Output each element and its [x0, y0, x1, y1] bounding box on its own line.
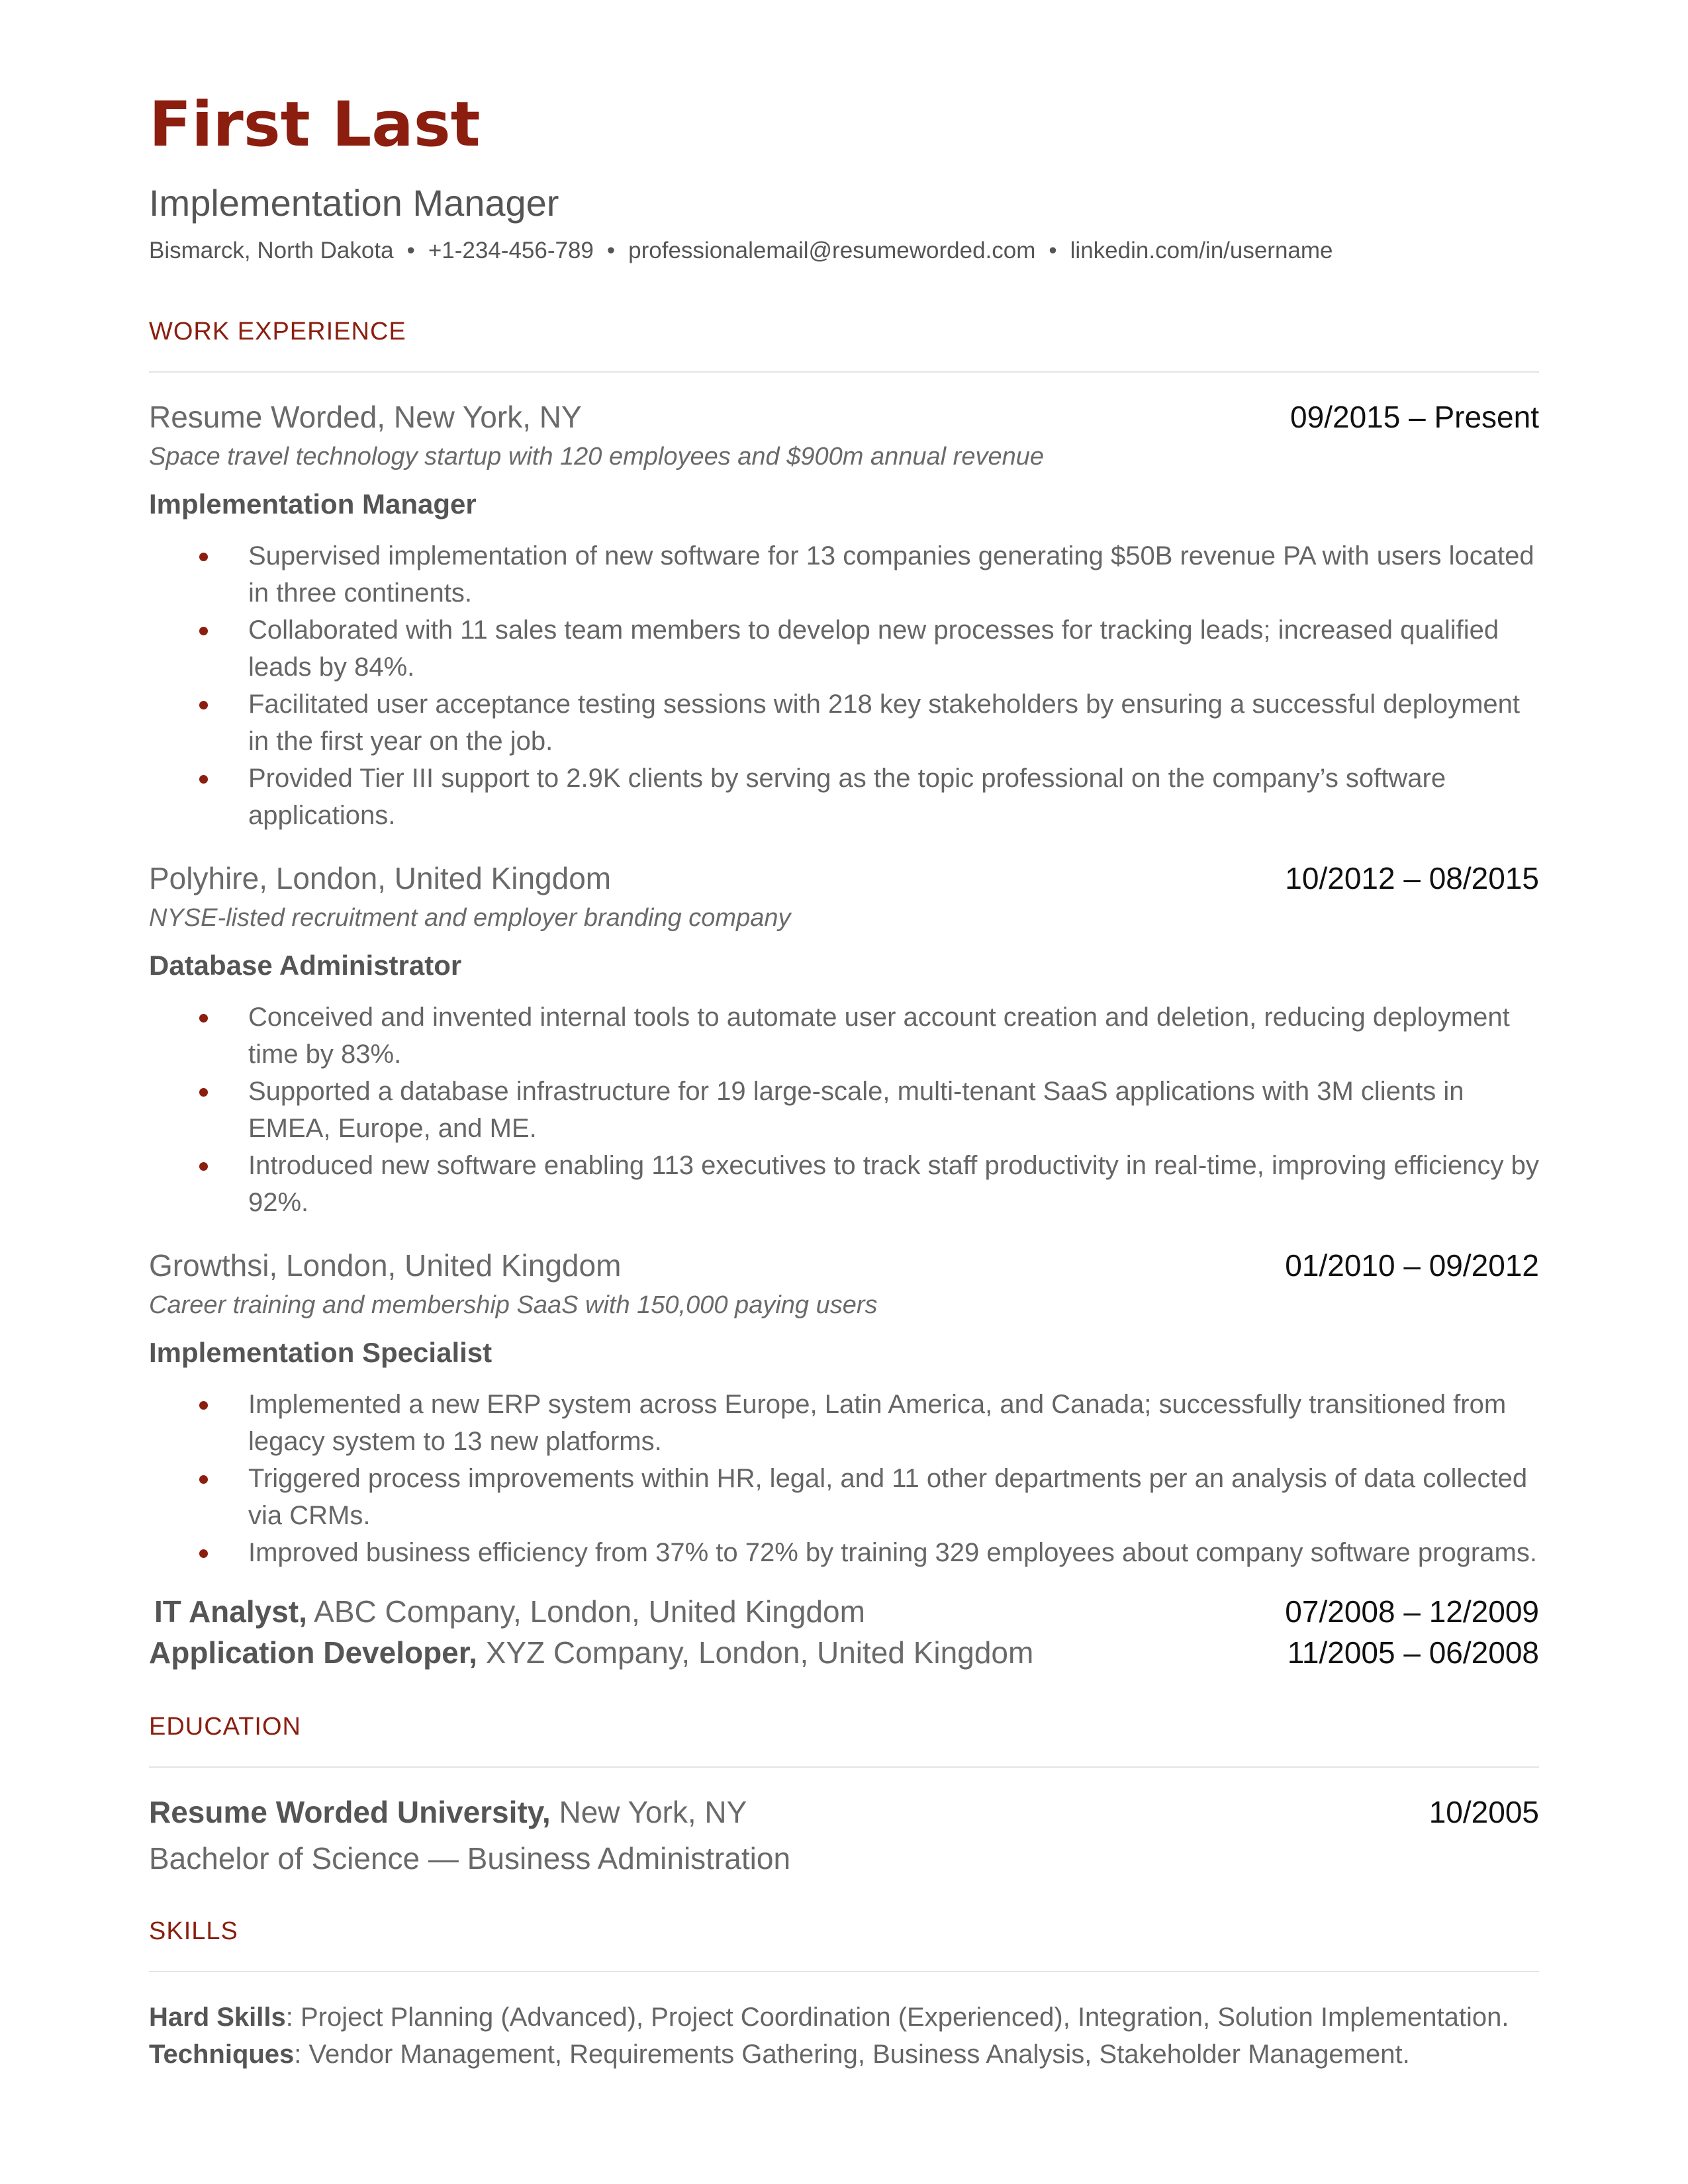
bullet-text: Introduced new software enabling 113 executives to track staff productivity in real-time, improving efficiency by 92%. [248, 1150, 1539, 1217]
bullet-item [248, 1534, 1539, 1571]
bullet-text: Triggered process improvements within HR, legal, and 11 other departments per an analysis of data collected via CRMs. [248, 1463, 1528, 1530]
job-entry [149, 1248, 1539, 1571]
skill-value: : Project Planning (Advanced), Project Coordination (Experienced), Integration, Solution Implementation. [285, 2002, 1509, 2032]
education-location: New York, NY [559, 1794, 747, 1829]
bullet-item [248, 1147, 1539, 1221]
contact-line [149, 237, 1539, 265]
earlier-role-text [149, 1632, 1033, 1673]
section-heading-work: WORK EXPERIENCE [149, 318, 1539, 373]
earlier-role-dates: 11/2005 – 06/2008 [1287, 1635, 1539, 1670]
job-dates: 01/2010 – 09/2012 [1285, 1248, 1539, 1283]
bullet-text: Collaborated with 11 sales team members to develop new processes for tracking leads; increased qualified leads by 84%. [248, 615, 1499, 682]
bullet-dot-icon [199, 1475, 208, 1484]
bullet-item [248, 1073, 1539, 1147]
job-tagline: NYSE-listed recruitment and employer branding company [149, 903, 791, 932]
bullet-dot-icon [199, 701, 208, 709]
skill-label: Techniques [149, 2039, 295, 2069]
job-dates: 10/2012 – 08/2015 [1285, 860, 1539, 895]
skill-line [149, 2036, 1539, 2073]
bullet-text: Facilitated user acceptance testing sessions with 218 key stakeholders by ensuring a successful deployment in the first year on the job. [248, 689, 1521, 756]
skills-list [149, 1999, 1539, 2073]
bullet-item [248, 612, 1539, 686]
bullet-text: Supported a database infrastructure for 19 large-scale, multi-tenant SaaS applications with 3M clients in EMEA, Europe, and ME. [248, 1076, 1464, 1143]
bullet-text: Provided Tier III support to 2.9K clients by serving as the topic professional on the company’s software applications. [248, 763, 1446, 830]
contact-email[interactable]: professionalemail@resumeworded.com [628, 237, 1036, 263]
earlier-role-company: ABC Company, London, United Kingdom [314, 1594, 865, 1629]
bullet-dot-icon [199, 775, 208, 784]
contact-location: Bismarck, North Dakota [149, 237, 394, 263]
education-date: 10/2005 [1429, 1794, 1539, 1829]
bullet-text: Implemented a new ERP system across Europe, Latin America, and Canada; successfully transitioned from legacy system to 13 new platforms. [248, 1389, 1507, 1456]
candidate-title: Implementation Manager [149, 182, 559, 224]
contact-phone: +1-234-456-789 [428, 237, 594, 263]
job-bullets [149, 1386, 1539, 1571]
bullet-dot-icon [199, 1088, 208, 1097]
earlier-role-title: IT Analyst, [154, 1594, 307, 1629]
skill-line [149, 1999, 1539, 2036]
bullet-item [248, 999, 1539, 1073]
bullet-text: Supervised implementation of new software for 13 companies generating $50B revenue PA with users located in three continents. [248, 541, 1534, 608]
bullet-item [248, 1460, 1539, 1534]
job-role: Implementation Manager [149, 488, 477, 520]
education-school: Resume Worded University, [149, 1794, 551, 1829]
bullet-text: Improved business efficiency from 37% to 72% by training 329 employees about company software programs. [248, 1537, 1537, 1567]
education-row [149, 1794, 1539, 1830]
bullet-item [248, 686, 1539, 760]
job-entry [149, 860, 1539, 1221]
job-company: Growthsi, London, United Kingdom [149, 1248, 622, 1283]
earlier-role-dates: 07/2008 – 12/2009 [1285, 1594, 1539, 1629]
job-dates: 09/2015 – Present [1290, 399, 1539, 434]
earlier-role-row [149, 1632, 1539, 1673]
resume-content [149, 86, 1539, 2073]
job-role: Database Administrator [149, 949, 462, 981]
job-tagline: Career training and membership SaaS with 150,000 paying users [149, 1291, 878, 1319]
section-heading-skills: SKILLS [149, 1917, 1539, 1972]
education-degree: Bachelor of Science — Business Administration [149, 1841, 791, 1876]
earlier-role-text [149, 1591, 865, 1632]
job-bullets [149, 537, 1539, 834]
bullet-item [248, 537, 1539, 612]
job-header [149, 860, 1539, 896]
skill-label: Hard Skills [149, 2002, 286, 2032]
bullet-dot-icon [199, 627, 208, 635]
bullet-dot-icon [199, 1549, 208, 1558]
contact-linkedin[interactable]: linkedin.com/in/username [1070, 237, 1333, 263]
job-header [149, 399, 1539, 435]
section-heading-education: EDUCATION [149, 1713, 1539, 1768]
contact-separator: • [406, 237, 415, 263]
bullet-dot-icon [199, 1014, 208, 1023]
job-tagline: Space travel technology startup with 120 employees and $900m annual revenue [149, 442, 1044, 471]
job-company: Resume Worded, New York, NY [149, 399, 582, 434]
skill-value: : Vendor Management, Requirements Gathering, Business Analysis, Stakeholder Management. [294, 2039, 1410, 2069]
earlier-role-row [149, 1591, 1539, 1632]
contact-separator: • [1049, 237, 1057, 263]
bullet-text: Conceived and invented internal tools to automate user account creation and deletion, reducing deployment time by 83%. [248, 1002, 1510, 1069]
bullet-item [248, 1386, 1539, 1460]
earlier-role-company: XYZ Company, London, United Kingdom [485, 1635, 1034, 1670]
education-school-line [149, 1794, 747, 1830]
job-header [149, 1248, 1539, 1283]
job-entry [149, 399, 1539, 834]
candidate-name: First Last [149, 89, 481, 161]
earlier-roles [149, 1591, 1539, 1673]
earlier-role-title: Application Developer, [149, 1635, 477, 1670]
job-company: Polyhire, London, United Kingdom [149, 860, 612, 895]
job-role: Implementation Specialist [149, 1336, 492, 1368]
contact-separator: • [606, 237, 616, 263]
bullet-item [248, 760, 1539, 834]
bullet-dot-icon [199, 1162, 208, 1171]
bullet-dot-icon [199, 1401, 208, 1410]
job-bullets [149, 999, 1539, 1221]
bullet-dot-icon [199, 553, 208, 561]
